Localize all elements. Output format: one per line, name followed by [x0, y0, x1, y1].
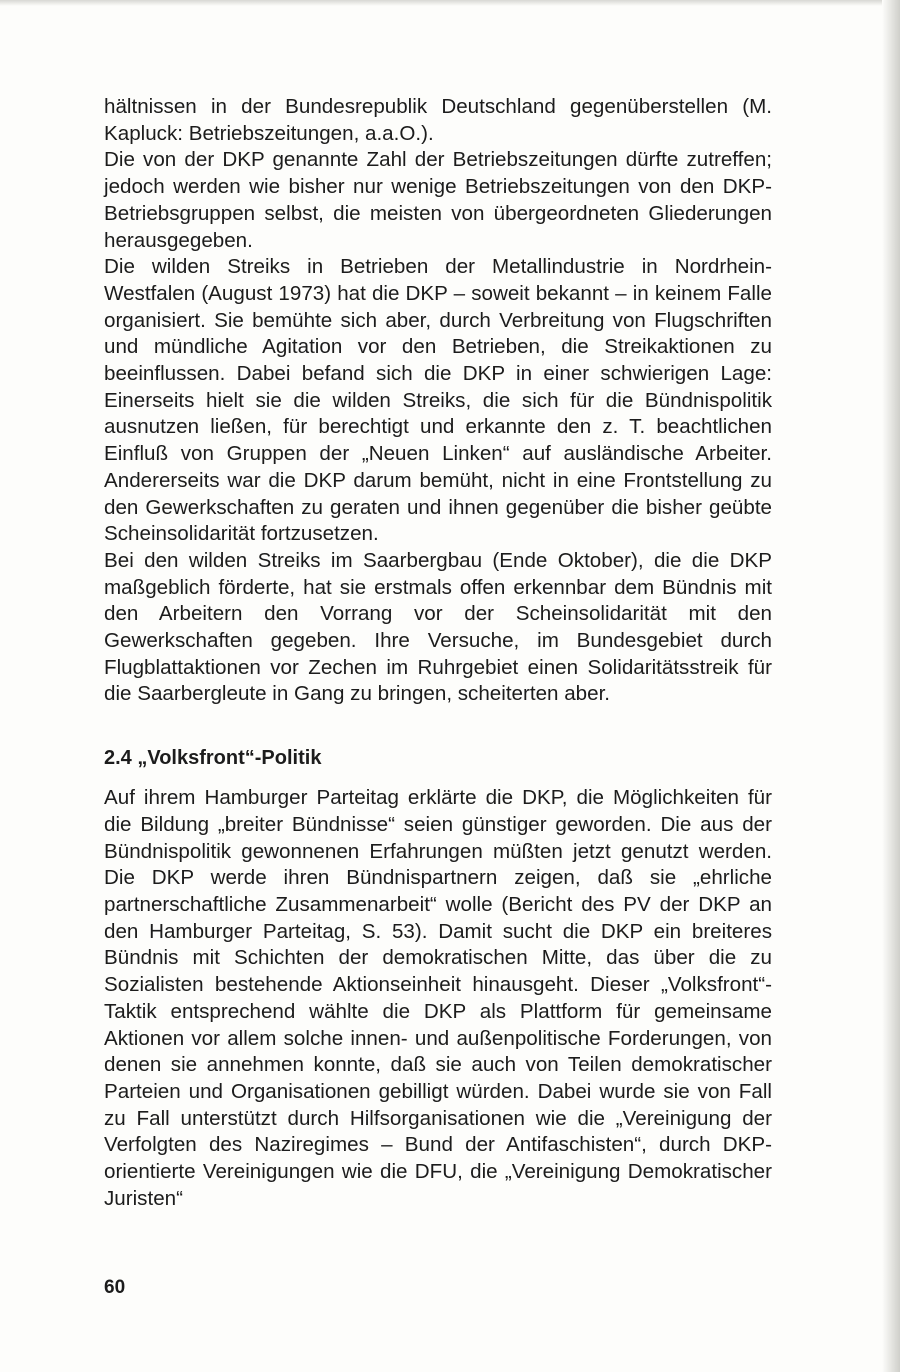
- paragraph-continuation: hältnissen in der Bundesrepublik Deutschland gegenüberstellen (M. Kapluck: Betriebszeitungen, a.a.O.).: [104, 95, 772, 145]
- page-right-edge: [882, 0, 900, 1372]
- page-number: 60: [104, 1277, 126, 1298]
- document-page: [104, 94, 772, 1212]
- section-heading: 2.4 „Volksfront“-Politik: [104, 747, 322, 770]
- paragraph-wilde-streiks: Die wilden Streiks in Betrieben der Metallindustrie in Nordrhein-Westfalen (August 1973) hat die DKP – soweit bekannt – in keinem Falle organisiert. Sie bemühte sich aber, durch Verbreitung von Flugschriften und mündliche Agitation vor den Betrieben, die Streikaktionen zu beeinflussen. Dabei befand sich die DKP in einer schwierigen Lage: Einerseits hielt sie die wilden Streiks, die sich für die Bündnispolitik ausnutzen ließen, für berechtigt und erkannte den z. T. beachtlichen Einfluß von Gruppen der „Neuen Linken“ auf ausländische Arbeiter. Andererseits war die DKP darum bemüht, nicht in eine Frontstellung zu den Gewerkschaften zu geraten und ihnen gegenüber die bisher geübte Scheinsolidarität fortzusetzen.: [104, 255, 772, 546]
- paragraph-saarbergbau: Bei den wilden Streiks im Saarbergbau (Ende Oktober), die die DKP maßgeblich förderte, hat sie erstmals offen erkennbar dem Bündnis mit den Arbeitern den Vorrang vor der Scheinsolidarität mit den Gewerkschaften gegeben. Ihre Versuche, im Bundesgebiet durch Flugblattaktionen vor Zechen im Ruhrgebiet einen Solidaritätsstreik für die Saarbergleute in Gang zu bringen, scheiterten aber.: [104, 548, 772, 706]
- paragraph-betriebszeitungen: Die von der DKP genannte Zahl der Betriebszeitungen dürfte zutreffen; jedoch werden wie bisher nur wenige Betriebszeitungen von den DKP-Betriebsgruppen selbst, die meisten von übergeordneten Gliederungen herausgegeben.: [104, 148, 772, 252]
- paragraph-volksfront: Auf ihrem Hamburger Parteitag erklärte die DKP, die Möglichkeiten für die Bildung „breiter Bündnisse“ seien günstiger geworden. Die aus der Bündnispolitik gewonnenen Erfahrungen müßten jetzt genutzt werden. Die DKP werde ihren Bündnispartnern zeigen, daß sie „ehrliche partnerschaftliche Zusammenarbeit“ wolle (Bericht des PV der DKP an den Hamburger Parteitag, S. 53). Damit sucht die DKP ein breiteres Bündnis mit Schichten der demokratischen Mitte, das über die zu Sozialisten bestehende Aktionseinheit hinausgeht. Dieser „Volksfront“-Taktik entsprechend wählte die DKP als Plattform für gemeinsame Aktionen vor allem solche innen- und außenpolitische Forderungen, von denen sie annehmen konnte, daß sie auch von Teilen demokratischer Parteien und Organisationen gebilligt würden. Dabei wurde sie von Fall zu Fall unterstützt durch Hilfsorganisationen wie die „Vereinigung der Verfolgten des Naziregimes – Bund der Antifaschisten“, durch DKP-orientierte Vereinigungen wie die DFU, die „Vereinigung Demokratischer Juristen“: [104, 786, 772, 1210]
- page-top-edge: [0, 0, 900, 6]
